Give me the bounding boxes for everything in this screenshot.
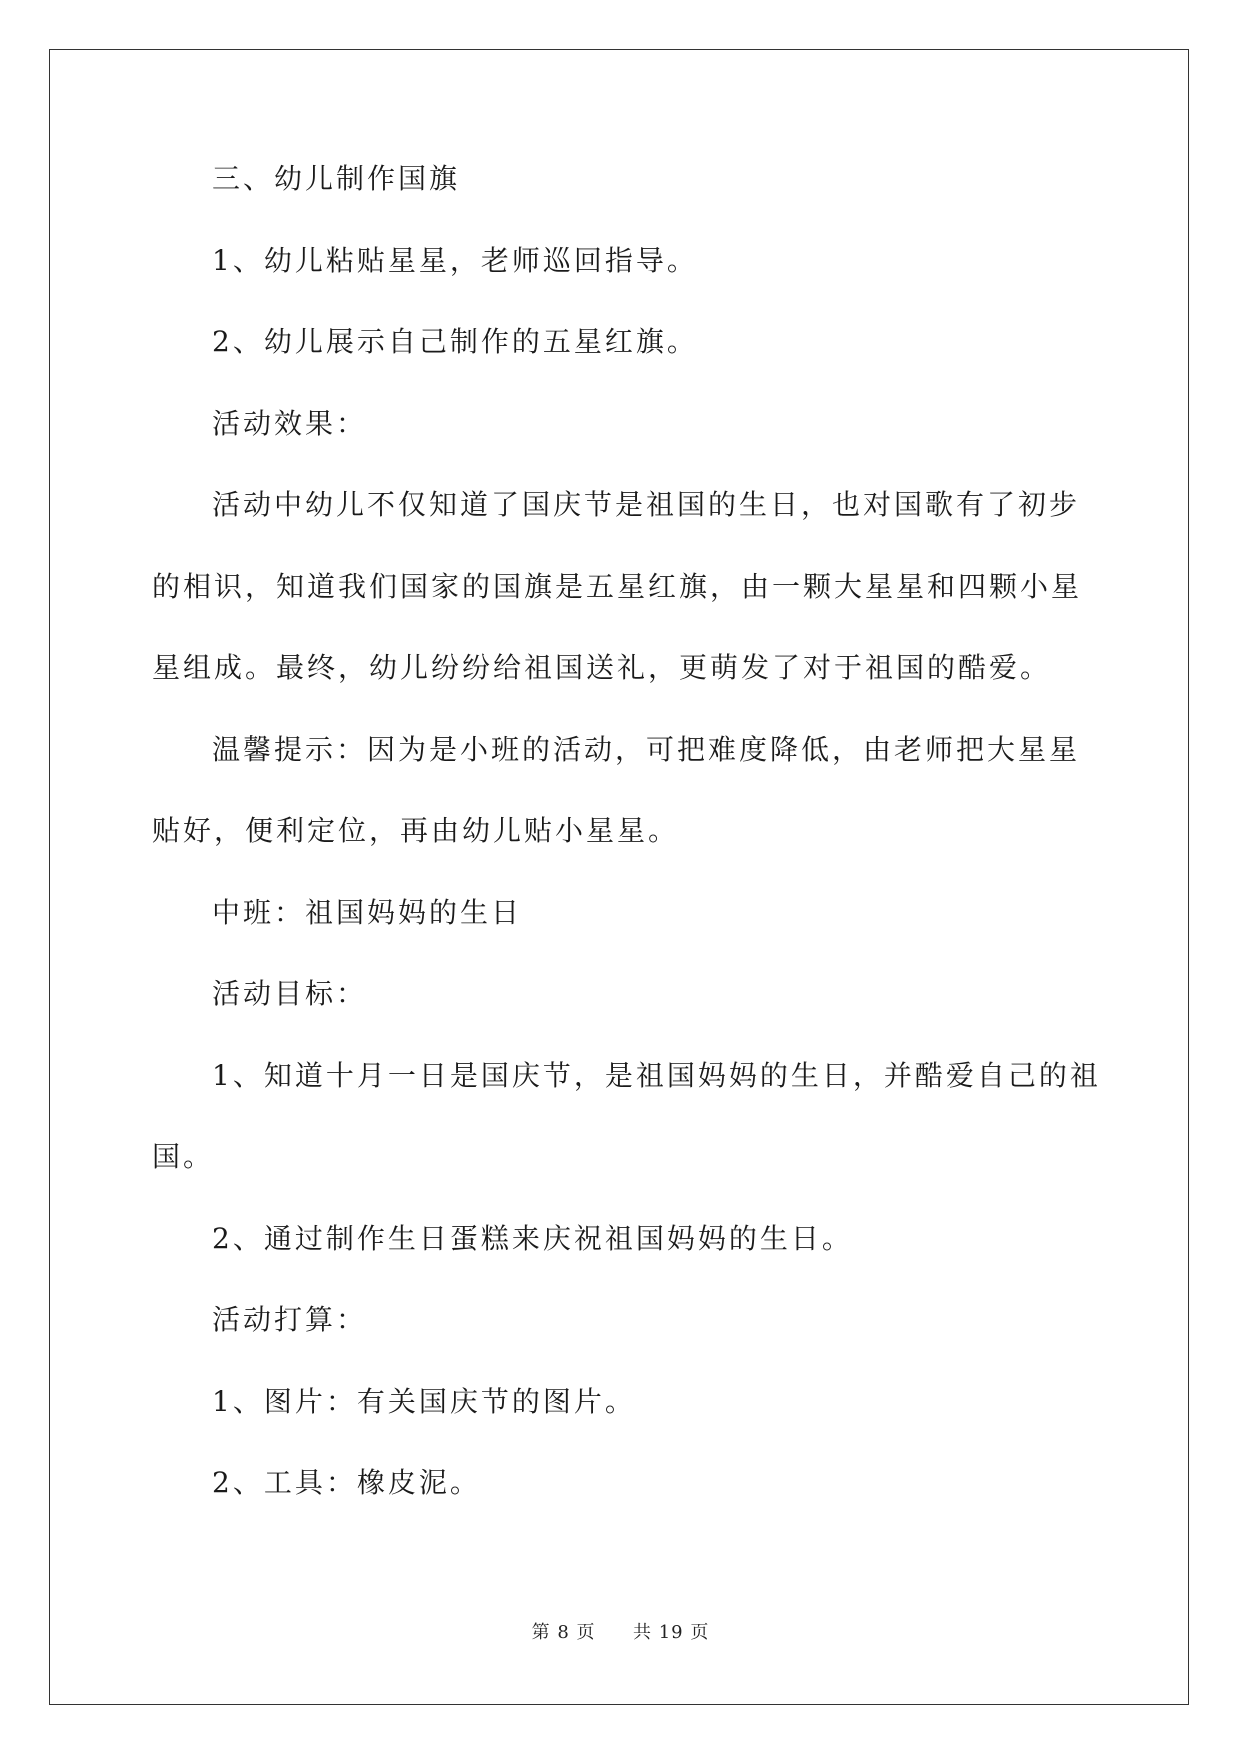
paragraph bbox=[152, 486, 1092, 687]
paragraph-line: 国。 bbox=[152, 1140, 215, 1173]
section-heading: 中班：祖国妈妈的生日 bbox=[212, 895, 523, 929]
paragraph: 1、幼儿粘贴星星，老师巡回指导。 bbox=[212, 243, 698, 277]
paragraph-line: 的相识，知道我们国家的国旗是五星红旗，由一颗大星星和四颗小星 bbox=[152, 569, 1083, 603]
section-heading: 活动目标： bbox=[212, 977, 368, 1010]
paragraph: 2、通过制作生日蛋糕来庆祝祖国妈妈的生日。 bbox=[212, 1221, 853, 1255]
paragraph bbox=[152, 731, 1092, 851]
paragraph: 1、图片：有关国庆节的图片。 bbox=[212, 1384, 636, 1418]
paragraph-line: 贴好，便利定位，再由幼儿贴小星星。 bbox=[152, 814, 680, 847]
section-heading: 活动效果： bbox=[212, 406, 368, 440]
paragraph-line: 1、知道十月一日是国庆节，是祖国妈妈的生日，并酷爱自己的祖 bbox=[212, 1058, 1101, 1092]
paragraph-line: 温馨提示：因为是小班的活动，可把难度降低，由老师把大星星 bbox=[212, 732, 1081, 766]
paragraph bbox=[152, 1057, 1101, 1177]
paragraph-line: 星组成。最终，幼儿纷纷给祖国送礼，更萌发了对于祖国的酷爱。 bbox=[152, 651, 1052, 684]
page-footer bbox=[0, 1618, 1241, 1644]
section-heading: 三、幼儿制作国旗 bbox=[212, 162, 461, 195]
section-heading: 活动打算： bbox=[212, 1303, 368, 1336]
document-body bbox=[152, 160, 1101, 1546]
paragraph: 2、工具：橡皮泥。 bbox=[212, 1466, 481, 1499]
page-number: 第 8 页 bbox=[531, 1622, 596, 1643]
paragraph: 2、幼儿展示自己制作的五星红旗。 bbox=[212, 325, 698, 358]
paragraph-line: 活动中幼儿不仅知道了国庆节是祖国的生日，也对国歌有了初步 bbox=[212, 488, 1081, 521]
page-total: 共 19 页 bbox=[633, 1622, 710, 1643]
